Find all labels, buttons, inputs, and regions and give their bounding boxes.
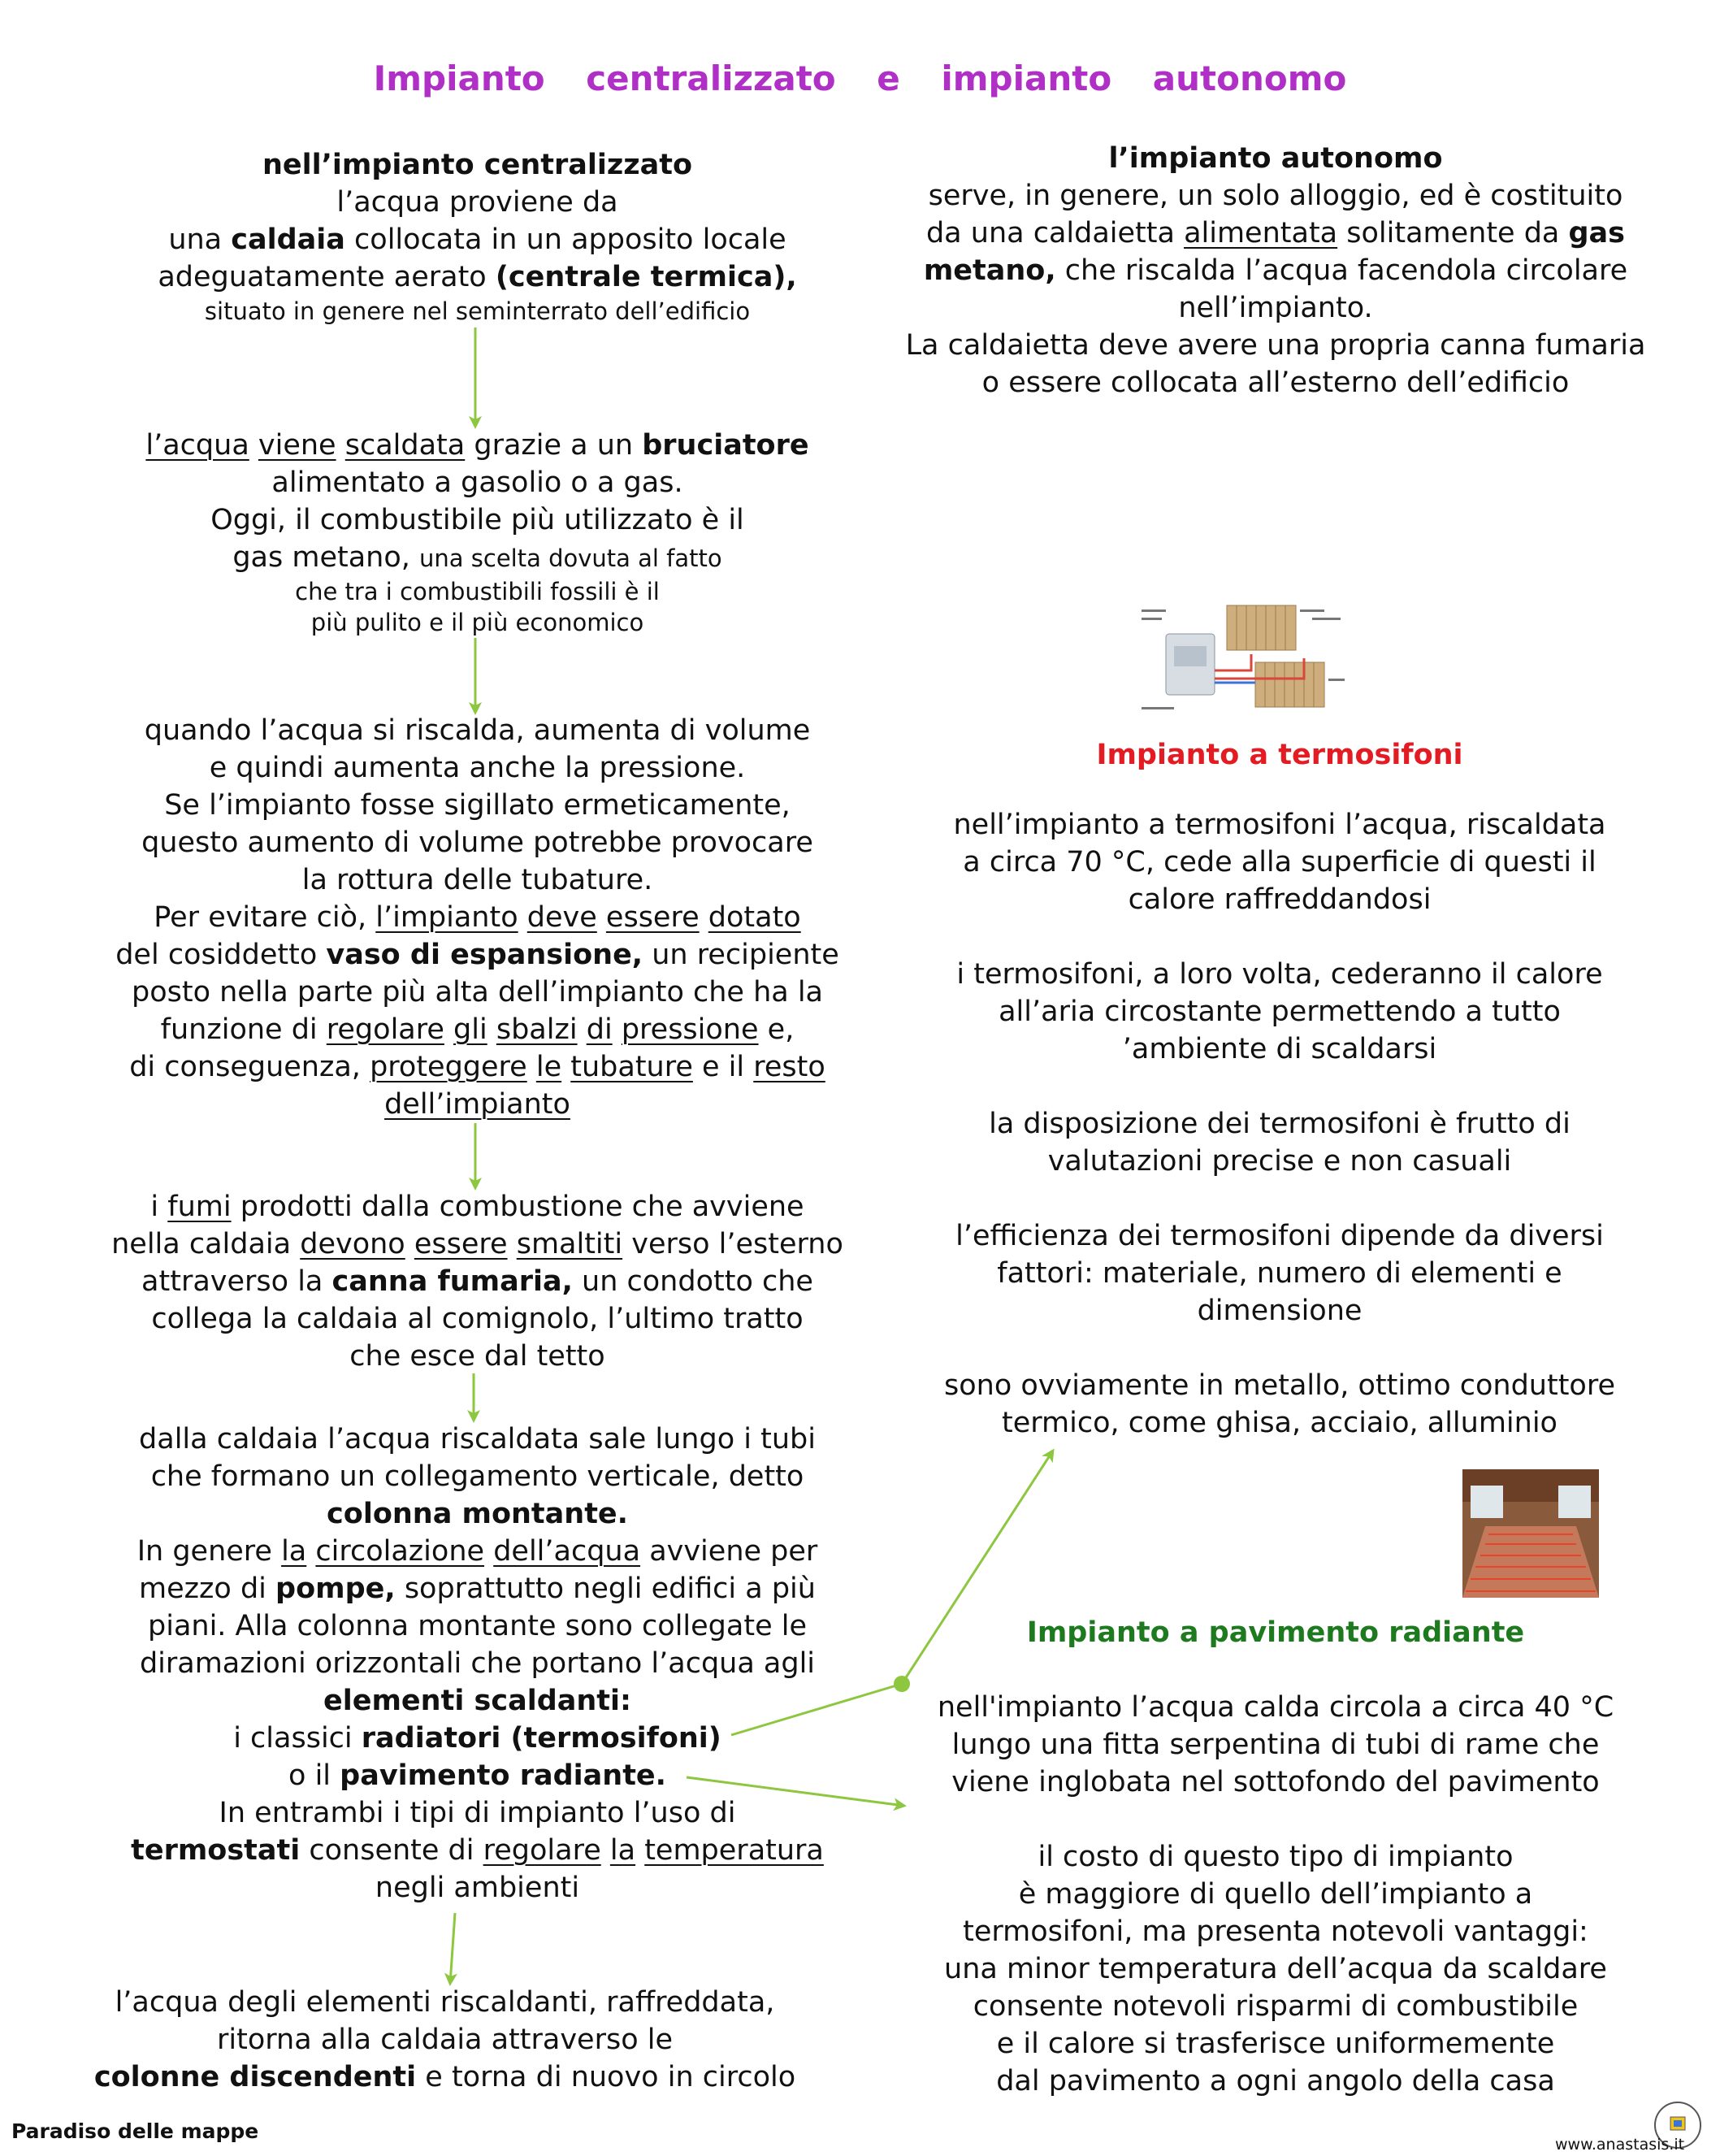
footer-brand: Paradiso delle mappe (11, 2119, 259, 2143)
footer-url: www.anastasis.it (1555, 2136, 1685, 2154)
rising-column-block: dalla caldaia l’acqua riscaldata sale lungo i tubi che formano un collegamento verticale, detto colonna montante. In genere la circolazione dell’acqua avviene per mezzo di pompe, soprattutto negli edifici a più piani. Alla colonna montante sono collegate le diramazioni orizzontali che portano l’acqua agli elementi scaldanti: i classici radiatori (termosifoni) o il pavimento radiante. In entrambi i tipi di impianto l’uso di termostati consente di regolare la temperatura negli ambienti (131, 1423, 824, 1904)
floor-heating-block: Impianto a pavimento radiante nell'impianto l’acqua calda circola a circa 40 °C lungo una fitta serpentina di tubi di rame che viene inglobata nel sottofondo del pavimento il costo di questo tipo di impianto è maggiore di quello dell’impianto a termosifoni, ma presenta notevoli vantaggi: una minor temperatura dell’acqua da scaldare consente notevoli risparmi di combustibile e il calore si trasferisce uniformemente dal pavimento a ogni angolo della casa (849, 1614, 1702, 2100)
expansion-vessel-block: quando l’acqua si riscalda, aumenta di volume e quindi aumenta anche la pressione. Se l’impianto fosse sigillato ermeticamente, questo aumento di volume potrebbe provocare la rottura delle tubature. Per evitare ciò, l’impianto deve essere dotato del cosiddetto vaso di espansione, un recipiente posto nella parte più alta dell’impianto che ha la funzione di regolare gli sbalzi di pressione e, di conseguenza, proteggere le tubature e il resto dell’impianto (115, 714, 839, 1121)
autonomous-heading: l’impianto autonomo (1108, 142, 1443, 175)
arrow-5 (450, 1913, 455, 1984)
burner-block: l’acqua viene scaldata grazie a un bruciatore alimentato a gasolio o a gas. Oggi, il combustibile più utilizzato è il gas metano, una scelta dovuta al fatto che tra i combustibili fossili è il più pulito e il più economico (145, 429, 809, 636)
page-title: Impianto centralizzato e impianto autonomo (373, 59, 1347, 98)
autonomous-block: l’impianto autonomo serve, in genere, un solo alloggio, ed è costituito da una caldaietta alimentata solitamente da gas metano, che riscalda l’acqua facendola circolare nell’impianto. La caldaietta deve avere una propria canna fumaria o essere collocata all’esterno dell’edificio (849, 140, 1702, 401)
floor-heating-heading: Impianto a pavimento radiante (1026, 1616, 1525, 1649)
radiator-system-block: Impianto a termosifoni nell’impianto a termosifoni l’acqua, riscaldata a circa 70 °C, cede alla superficie di questi il calore raffreddandosi i termosifoni, a loro volta, cederanno il calore all’aria circostante permettendo a tutto ’ambiente di scaldarsi la disposizione dei termosifoni è frutto di valutazioni precise e non casuali l’efficienza dei termosifoni dipende da diversi fattori: materiale, numero di elementi e dimensione sono ovviamente in metallo, ottimo conduttore termico, come ghisa, acciaio, alluminio (853, 736, 1706, 1442)
return-block: l’acqua degli elementi riscaldanti, raffreddata, ritorna alla caldaia attraverso le colonne discendenti e torna di nuovo in circolo (93, 1986, 796, 2093)
centralized-heading: nell’impianto centralizzato (262, 149, 693, 181)
arrow-radiators-link (731, 1684, 902, 1735)
centralized-intro-block: nell’impianto centralizzato l’acqua proviene da una caldaia collocata in un apposito locale adeguatamente aerato (centrale termica), situato in genere nel seminterrato dell’edificio (73, 146, 882, 327)
arrow-to-floor (687, 1777, 904, 1806)
flue-block: i fumi prodotti dalla combustione che avviene nella caldaia devono essere smaltiti verso l’esterno attraverso la canna fumaria, un condotto che collega la caldaia al comignolo, l’ultimo tratto che esce dal tetto (111, 1191, 843, 1373)
radiator-heading: Impianto a termosifoni (1096, 739, 1463, 771)
arrow-to-radiators (902, 1451, 1053, 1684)
